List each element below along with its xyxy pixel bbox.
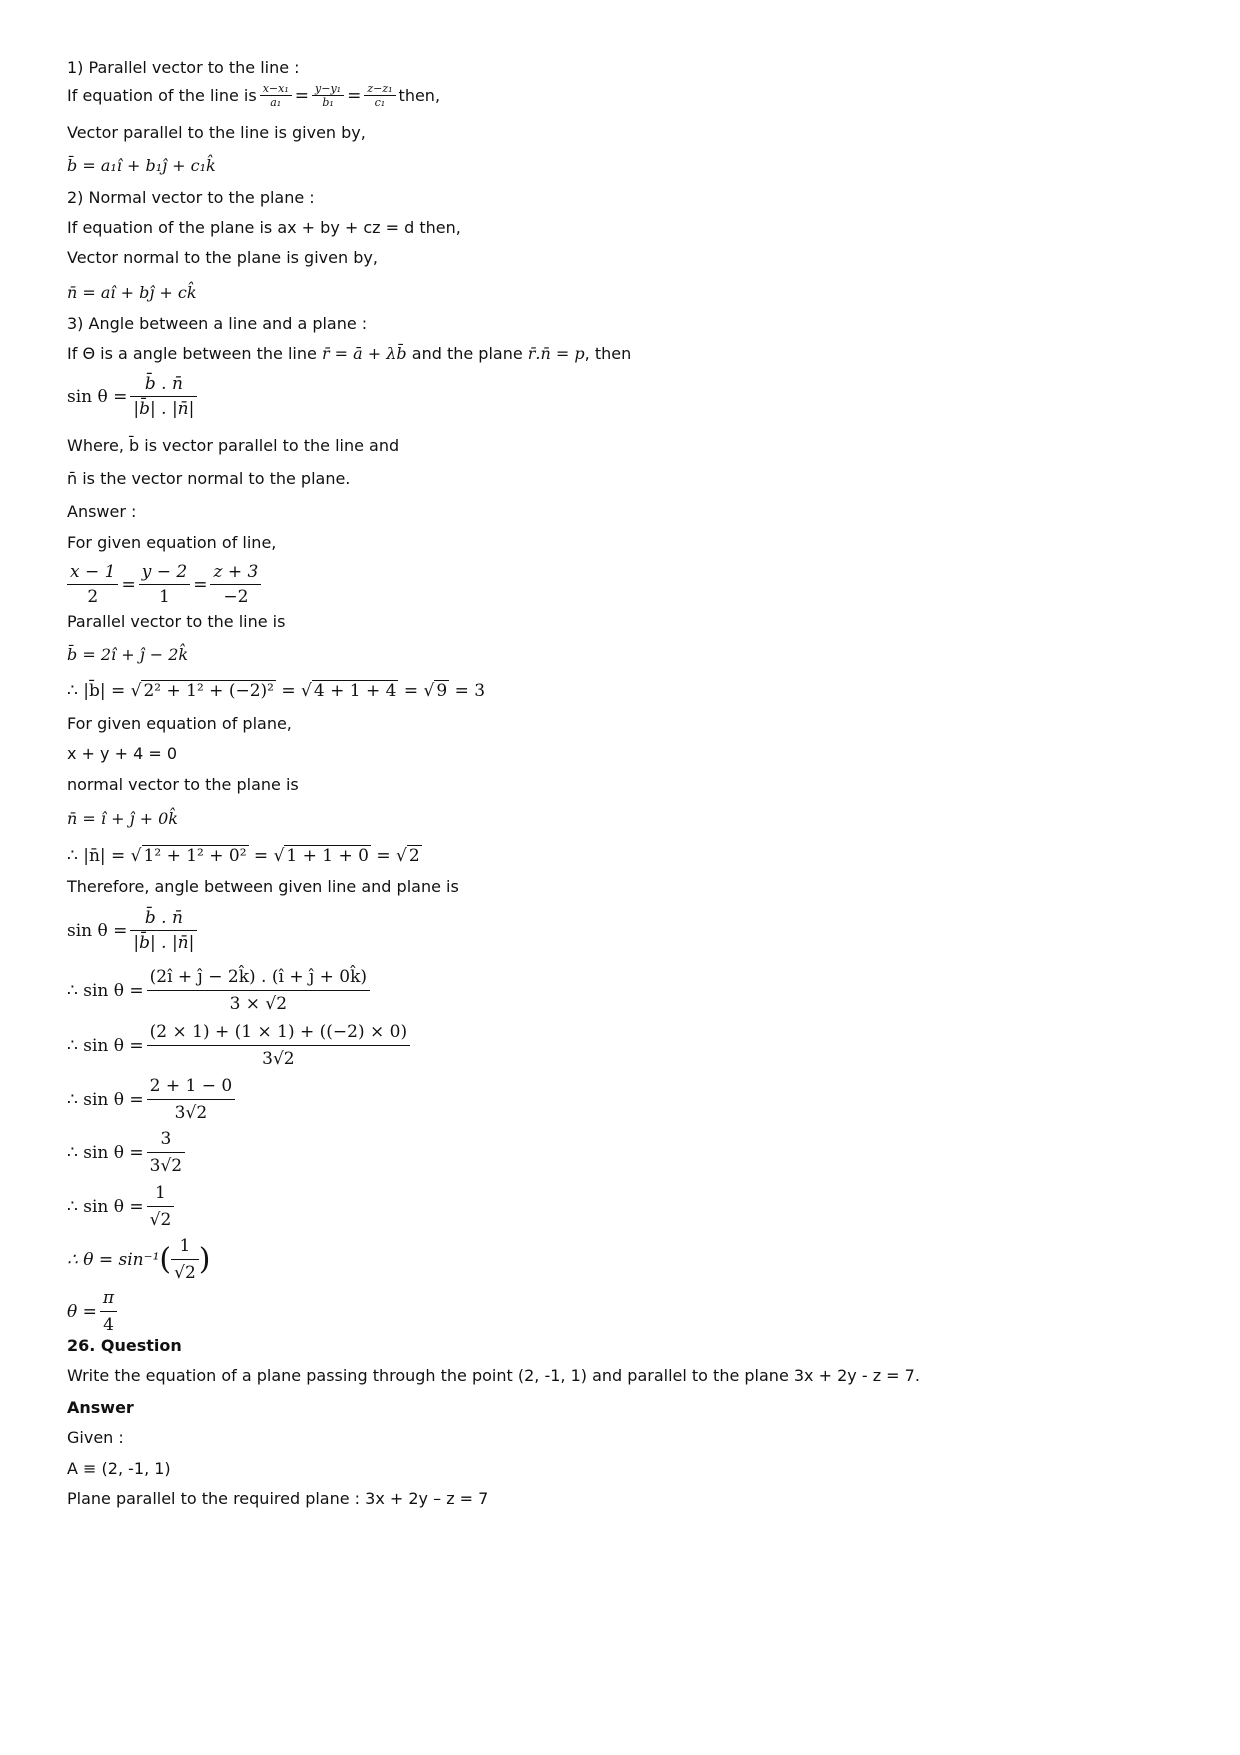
therefore-text: Therefore, angle between given line and plane is <box>67 877 459 896</box>
plane-vector-equation: r̄.n̄ = p <box>527 344 585 363</box>
question-26-answer-label: Answer <box>67 1398 134 1417</box>
b-magnitude-equation: ∴ |b̄| = √ 2² + 1² + (−2)² = √ 4 + 1 + 4 = √ 9 = 3 <box>67 681 486 701</box>
normal-vector-label: normal vector to the plane is <box>67 775 299 794</box>
theory-heading-3: 3) Angle between a line and a plane : <box>67 314 368 333</box>
sin-step-5: ∴ sin θ = $\frac{1}{√2}$ <box>67 1180 177 1233</box>
n-magnitude-equation: ∴ |n̄| = √ 1² + 1² + 0² = √ 1 + 1 + 0 = √ 2 <box>67 846 420 866</box>
line-equation-general: If equation of the line is $\frac{\text{x−x₁}}{\text{a₁}}$ = $\frac{\text{y−y₁}}{\text{b₁}}$ = $\frac{\text{z−z₁}}{\text{c₁}}$ then, <box>67 82 441 109</box>
line-equation-text: If equation of the line is <box>67 85 257 105</box>
sin-step-4: ∴ sin θ = $\frac{3}{3√2}$ <box>67 1126 188 1179</box>
answer-label: Answer : <box>67 502 137 521</box>
sin-step-3: ∴ sin θ = $\frac{2 + 1 - 0}{3√2}$ <box>67 1073 238 1126</box>
given-plane-equation: x + y + 4 = 0 <box>67 744 178 763</box>
theta-result: θ = $\frac{\pi}{4}$ <box>67 1285 120 1338</box>
normal-vector-equation: n̄ = aî + bĵ + ck̂ <box>67 283 197 302</box>
angle-definition: If Θ is a angle between the line r̄ = ā + λb̄ and the plane r̄.n̄ = p, then <box>67 344 632 363</box>
fraction-z: $\frac{\text{z−z₁}}{\text{c₁}}$ <box>364 82 395 109</box>
question-26-given: Given : <box>67 1428 124 1447</box>
theory-heading-2: 2) Normal vector to the plane : <box>67 188 315 207</box>
sin-fraction: $\frac{b̄ . n̄}{|b̄| . |n̄|}$ <box>130 372 197 421</box>
fraction-y: $\frac{\text{y−y₁}}{\text{b₁}}$ <box>312 82 344 109</box>
b-vector-equation: b̄ = 2î + ĵ − 2k̂ <box>67 645 189 664</box>
sin-step-2: ∴ sin θ = $\frac{(2 \times 1) + (1 \times 1) + ((-2) \times 0)}{3√2}$ <box>67 1019 413 1072</box>
normal-vector-text: Vector normal to the plane is given by, <box>67 248 378 267</box>
then-text: then, <box>398 85 441 105</box>
given-line-equation: $\frac{x - 1}{2}$ = $\frac{y - 2}{1}$ = $\frac{z + 3}{-2}$ <box>67 560 264 609</box>
sin-formula-2: sin θ = $\frac{b̄ . n̄}{|b̄| . |n̄|}$ <box>67 906 200 955</box>
given-plane-text: For given equation of plane, <box>67 714 292 733</box>
question-26-text: Write the equation of a plane passing through the point (2, -1, 1) and parallel to the plane 3x + 2y - z = 7. <box>67 1366 920 1385</box>
parallel-vector-equation: b̄ = a₁î + b₁ĵ + c₁k̂ <box>67 156 216 175</box>
question-26-point: A ≡ (2, -1, 1) <box>67 1459 171 1478</box>
parallel-vector-label: Parallel vector to the line is <box>67 612 286 631</box>
line-vector-equation: r̄ = ā + λb̄ <box>321 344 407 363</box>
n-vector-equation: n̄ = î + ĵ + 0k̂ <box>67 809 178 828</box>
question-26-title: 26. Question <box>67 1336 182 1355</box>
sin-formula: sin θ = $\frac{b̄ . n̄}{|b̄| . |n̄|}$ <box>67 372 200 421</box>
theta-step-6: ∴ θ = sin⁻¹ ( $\frac{1}{√2}$ ) <box>67 1233 211 1286</box>
fraction-x: $\frac{\text{x−x₁}}{\text{a₁}}$ <box>260 82 292 109</box>
plane-equation-general: If equation of the plane is ax + by + cz = d then, <box>67 218 461 237</box>
theory-heading-1: 1) Parallel vector to the line : <box>67 58 300 77</box>
given-line-text: For given equation of line, <box>67 533 277 552</box>
question-26-plane: Plane parallel to the required plane : 3x + 2y – z = 7 <box>67 1489 489 1508</box>
sin-step-1: ∴ sin θ = $\frac{(2î + ĵ - 2k̂) . (î + ĵ + 0k̂)}{3 \times √2}$ <box>67 964 373 1017</box>
where-line-2: n̄ is the vector normal to the plane. <box>67 469 351 488</box>
where-line-1: Where, b̄ is vector parallel to the line and <box>67 436 400 455</box>
parallel-vector-text: Vector parallel to the line is given by, <box>67 123 366 142</box>
